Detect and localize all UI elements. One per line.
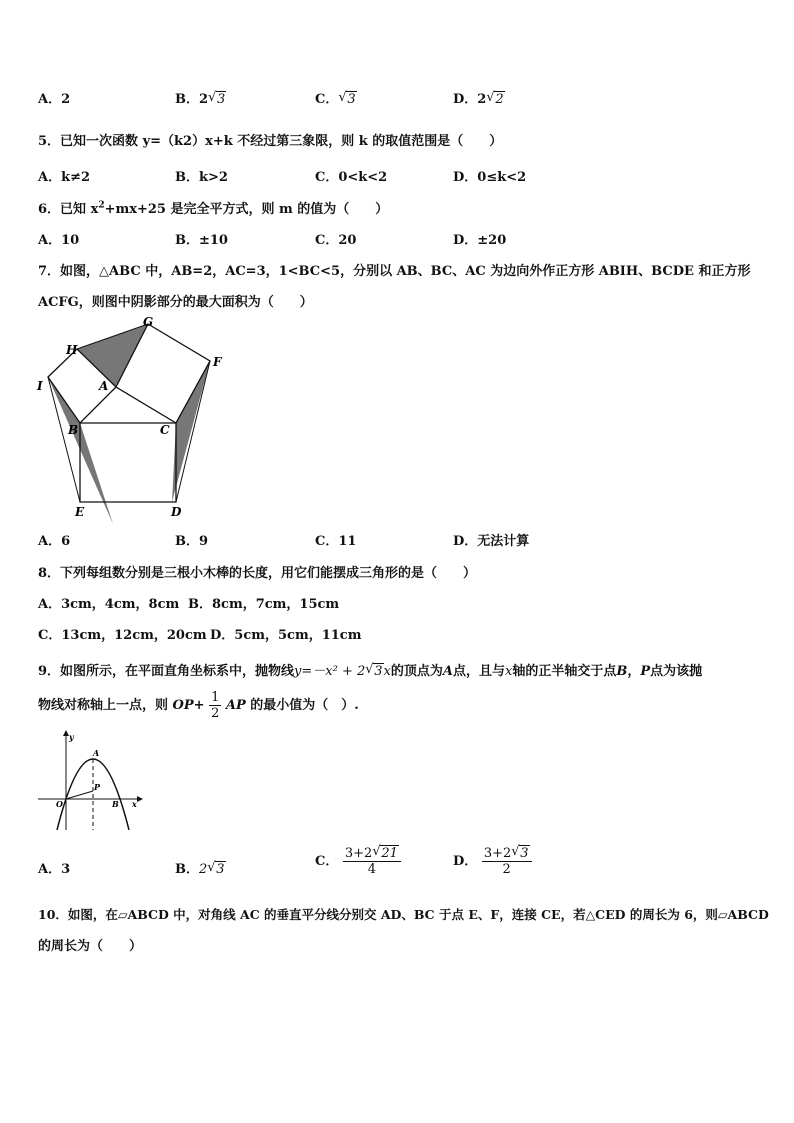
label-x: x — [132, 799, 137, 809]
q7-option-c: C．11 — [315, 534, 357, 549]
label-c: C — [160, 423, 170, 437]
q5-option-c: C．0<k<2 — [315, 170, 388, 185]
q7-option-a: A．6 — [38, 534, 71, 549]
label-o: O — [56, 799, 63, 809]
q8-option-b: B．8cm，7cm，15cm — [188, 597, 340, 612]
label-y: y — [69, 732, 74, 742]
q7-stem-line2: ACFG，则图中阴影部分的最大面积为（ ） — [38, 295, 313, 310]
label-d: D — [171, 505, 182, 519]
label-f: F — [213, 355, 222, 369]
q4-option-c: C． √ 3 — [315, 90, 356, 107]
q9-option-d: D． 3+2 √ 3 2 — [453, 846, 532, 877]
label-i: I — [37, 379, 43, 393]
q7-option-d: D．无法计算 — [453, 534, 530, 549]
q9-option-c: C． 3+2 √ 21 4 — [315, 846, 401, 877]
q7-figure — [30, 312, 230, 524]
q6-option-d: D．±20 — [453, 233, 507, 248]
q9-figure — [35, 730, 145, 835]
q4-option-b: B．2 √ 3 — [175, 90, 226, 107]
q8-option-a: A．3cm，4cm，8cm — [38, 597, 180, 612]
label-a: A — [93, 748, 100, 758]
label-a: A — [99, 379, 109, 393]
q7-option-b: B．9 — [175, 534, 209, 549]
q4-option-d: D．2 √ 2 — [453, 90, 504, 107]
q10-stem-line1: 10．如图，在▱ABCD 中，对角线 AC 的垂直平分线分别交 AD、BC 于点 E、F，连接 CE，若△CED 的周长为 6，则▱ABCD — [38, 907, 769, 922]
q9-stem-line1: 9．如图所示，在平面直角坐标系中，抛物线y=－x² + 2 √ 3x的顶点为A点，且与x轴的正半轴交于点B，P点为该抛 — [38, 662, 703, 679]
label-h: H — [66, 343, 78, 357]
q5-option-b: B．k>2 — [175, 170, 228, 185]
label-b: B — [68, 423, 79, 437]
edge-ie — [48, 377, 80, 502]
q4-option-a: A．2 — [38, 92, 71, 107]
q6-stem: 6．已知 $x^2+mx+25$ 是完全平方式，则 m 的值为（ ） — [38, 200, 389, 217]
label-p: P — [94, 782, 101, 792]
label-b: B — [112, 799, 119, 809]
q6-option-a: A．10 — [38, 233, 80, 248]
q6-option-b: B．±10 — [175, 233, 228, 248]
q7-stem-line1: 7．如图，△ABC 中，AB=2，AC=3，1<BC<5，分别以 AB、BC、AC 为边向外作正方形 ABIH、BCDE 和正方形 — [38, 264, 751, 279]
q10-stem-line2: 的周长为（ ） — [38, 939, 143, 954]
segment-op — [66, 791, 93, 799]
label-e: E — [75, 505, 85, 519]
shade-top — [77, 324, 148, 387]
q8-stem: 8．下列每组数分别是三根小木棒的长度，用它们能摆成三角形的是（ ） — [38, 566, 477, 581]
q9-option-b: B．2 √ 3 — [175, 860, 225, 877]
x-arrow-icon — [137, 796, 143, 802]
q5-option-a: A．k≠2 — [38, 170, 91, 185]
q9-stem-line2: 物线对称轴上一点，则 OP+ $\frac{1}{2}$ AP 的最小值为（ ）. — [38, 690, 359, 721]
q5-stem: 5．已知一次函数 y=（k2）x+k 不经过第三象限，则 k 的取值范围是（ ） — [38, 134, 503, 149]
q6-option-c: C．20 — [315, 233, 357, 248]
label-g: G — [143, 315, 154, 329]
q8-option-c: C．13cm，12cm，20cm — [38, 628, 207, 643]
q8-option-d: D．5cm，5cm，11cm — [210, 628, 362, 643]
q9-option-a: A．3 — [38, 862, 71, 877]
shade-right — [172, 361, 210, 502]
q5-option-d: D．0≤k<2 — [453, 170, 527, 185]
